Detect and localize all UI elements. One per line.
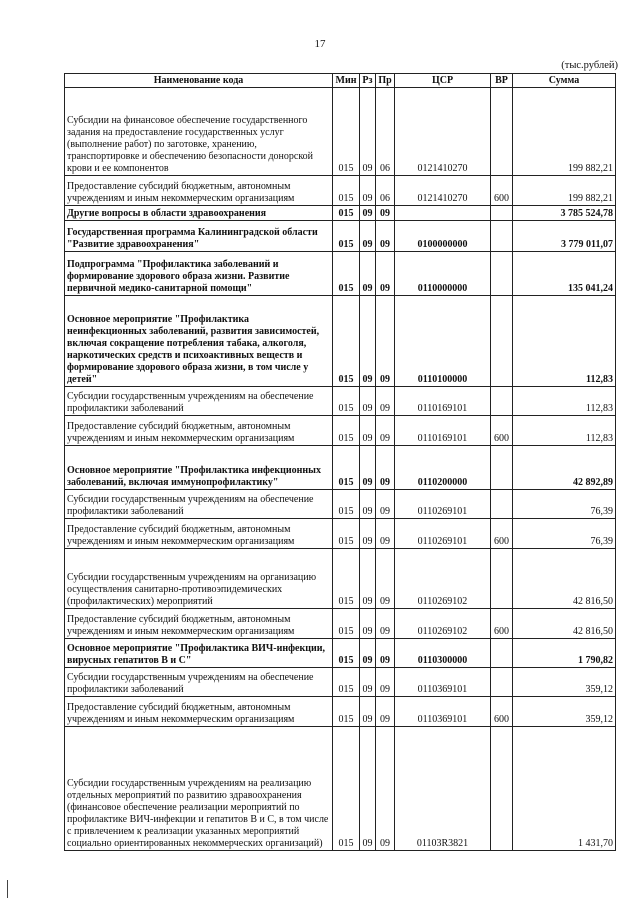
cell-vr xyxy=(491,446,513,490)
cell-rz: 09 xyxy=(360,519,376,549)
table-row xyxy=(65,490,616,519)
table-row xyxy=(65,519,616,549)
page-number: 17 xyxy=(314,38,326,50)
cell-sum: 112,83 xyxy=(513,387,616,416)
cell-pr: 06 xyxy=(376,88,395,176)
cell-min: 015 xyxy=(333,727,360,851)
table-body xyxy=(65,88,616,851)
header-vr: ВР xyxy=(491,74,513,88)
cell-rz: 09 xyxy=(360,252,376,296)
cell-sum: 3 779 011,07 xyxy=(513,221,616,252)
cell-sum: 1 431,70 xyxy=(513,727,616,851)
cell-csr: 0100000000 xyxy=(395,221,491,252)
table-row xyxy=(65,609,616,639)
cell-name: Основное мероприятие "Профилактика инфекционных заболеваний, включая иммунопрофилактику" xyxy=(65,446,333,490)
cell-csr: 0110100000 xyxy=(395,296,491,387)
cell-csr: 0110300000 xyxy=(395,639,491,668)
budget-table xyxy=(64,73,616,851)
cell-csr xyxy=(395,206,491,221)
cell-sum: 1 790,82 xyxy=(513,639,616,668)
table-row xyxy=(65,176,616,206)
cell-rz: 09 xyxy=(360,446,376,490)
cell-min: 015 xyxy=(333,609,360,639)
cell-sum: 199 882,21 xyxy=(513,176,616,206)
cell-min: 015 xyxy=(333,639,360,668)
cell-name: Предоставление субсидий бюджетным, автономным учреждениям и иным некоммерческим организациям xyxy=(65,416,333,446)
cell-vr xyxy=(491,668,513,697)
cell-csr: 0110269101 xyxy=(395,519,491,549)
cell-rz: 09 xyxy=(360,387,376,416)
cell-name: Подпрограмма "Профилактика заболеваний и формирование здорового образа жизни. Развитие первичной медико-санитарной помощи" xyxy=(65,252,333,296)
cell-sum: 112,83 xyxy=(513,416,616,446)
cell-vr: 600 xyxy=(491,519,513,549)
cell-min: 015 xyxy=(333,519,360,549)
cell-min: 015 xyxy=(333,549,360,609)
cell-name: Субсидии государственным учреждениям на организацию осуществления санитарно-противоэпидемических (профилактических) мероприятий xyxy=(65,549,333,609)
cell-pr: 09 xyxy=(376,387,395,416)
cell-name: Субсидии государственным учреждениям на реализацию отдельных мероприятий по развитию здравоохранения (финансовое обеспечение реализации мероприятий по профилактике ВИЧ-инфекции и гепатитов В и С, в том числе с привлечением к реализации указанных мероприятий социально ориентированных некоммерческих организаций) xyxy=(65,727,333,851)
table-row xyxy=(65,416,616,446)
cell-csr: 0110000000 xyxy=(395,252,491,296)
cell-csr: 0110269102 xyxy=(395,609,491,639)
cell-name: Предоставление субсидий бюджетным, автономным учреждениям и иным некоммерческим организациям xyxy=(65,609,333,639)
cell-pr: 09 xyxy=(376,296,395,387)
cell-sum: 76,39 xyxy=(513,519,616,549)
cell-vr xyxy=(491,252,513,296)
cell-sum: 42 892,89 xyxy=(513,446,616,490)
cell-sum: 76,39 xyxy=(513,490,616,519)
cell-min: 015 xyxy=(333,176,360,206)
cell-vr xyxy=(491,727,513,851)
cell-rz: 09 xyxy=(360,176,376,206)
table-row xyxy=(65,727,616,851)
cell-pr: 09 xyxy=(376,549,395,609)
cell-rz: 09 xyxy=(360,221,376,252)
cell-name: Субсидии на финансовое обеспечение государственного задания на предоставление государственных услуг (выполнение работ) по заготовке, хранению, транспортировке и обеспечению безопасности донорской крови и ее компонентов xyxy=(65,88,333,176)
cell-name: Субсидии государственным учреждениям на обеспечение профилактики заболеваний xyxy=(65,668,333,697)
cell-rz: 09 xyxy=(360,296,376,387)
cell-sum: 199 882,21 xyxy=(513,88,616,176)
cell-pr: 09 xyxy=(376,490,395,519)
cell-min: 015 xyxy=(333,88,360,176)
cell-csr: 0110369101 xyxy=(395,668,491,697)
cell-min: 015 xyxy=(333,221,360,252)
table-row xyxy=(65,296,616,387)
cell-pr: 06 xyxy=(376,176,395,206)
cell-name: Основное мероприятие "Профилактика ВИЧ-инфекции, вирусных гепатитов В и С" xyxy=(65,639,333,668)
cell-csr: 0110169101 xyxy=(395,387,491,416)
cell-sum: 42 816,50 xyxy=(513,609,616,639)
cell-vr xyxy=(491,221,513,252)
cell-min: 015 xyxy=(333,446,360,490)
cell-sum: 359,12 xyxy=(513,668,616,697)
cell-csr: 0110269101 xyxy=(395,490,491,519)
cell-pr: 09 xyxy=(376,639,395,668)
table-row xyxy=(65,387,616,416)
cell-rz: 09 xyxy=(360,88,376,176)
cell-csr: 0110269102 xyxy=(395,549,491,609)
header-csr: ЦСР xyxy=(395,74,491,88)
table-row xyxy=(65,206,616,221)
header-sum: Сумма xyxy=(513,74,616,88)
cell-rz: 09 xyxy=(360,609,376,639)
table-row xyxy=(65,639,616,668)
cell-vr xyxy=(491,296,513,387)
cell-rz: 09 xyxy=(360,206,376,221)
cell-min: 015 xyxy=(333,416,360,446)
cell-name: Государственная программа Калининградской области "Развитие здравоохранения" xyxy=(65,221,333,252)
cell-csr: 01103R3821 xyxy=(395,727,491,851)
cell-vr: 600 xyxy=(491,609,513,639)
cell-rz: 09 xyxy=(360,549,376,609)
header-min: Мин xyxy=(333,74,360,88)
cell-pr: 09 xyxy=(376,668,395,697)
cell-csr: 0121410270 xyxy=(395,88,491,176)
table-row xyxy=(65,668,616,697)
cell-vr: 600 xyxy=(491,697,513,727)
cell-name: Предоставление субсидий бюджетным, автономным учреждениям и иным некоммерческим организациям xyxy=(65,519,333,549)
cell-sum: 42 816,50 xyxy=(513,549,616,609)
cell-rz: 09 xyxy=(360,697,376,727)
table-row xyxy=(65,549,616,609)
cell-vr xyxy=(491,490,513,519)
cell-rz: 09 xyxy=(360,727,376,851)
units-label: (тыс.рублей) xyxy=(561,60,618,71)
cell-pr: 09 xyxy=(376,519,395,549)
cell-rz: 09 xyxy=(360,490,376,519)
cell-sum: 112,83 xyxy=(513,296,616,387)
table-header-row xyxy=(65,74,616,88)
table-row xyxy=(65,221,616,252)
cell-name: Другие вопросы в области здравоохранения xyxy=(65,206,333,221)
cell-sum: 135 041,24 xyxy=(513,252,616,296)
cell-name: Предоставление субсидий бюджетным, автономным учреждениям и иным некоммерческим организациям xyxy=(65,176,333,206)
cell-name: Основное мероприятие "Профилактика неинфекционных заболеваний, развития зависимостей, включая сокращение потребления табака, алкоголя, наркотических средств и психоактивных веществ и формирование здорового образа жизни, в том числе у детей" xyxy=(65,296,333,387)
cell-pr: 09 xyxy=(376,446,395,490)
cell-vr xyxy=(491,387,513,416)
margin-mark xyxy=(7,880,8,898)
cell-min: 015 xyxy=(333,387,360,416)
cell-rz: 09 xyxy=(360,639,376,668)
table-row xyxy=(65,446,616,490)
cell-vr: 600 xyxy=(491,416,513,446)
cell-csr: 0121410270 xyxy=(395,176,491,206)
cell-csr: 0110369101 xyxy=(395,697,491,727)
cell-min: 015 xyxy=(333,252,360,296)
cell-min: 015 xyxy=(333,697,360,727)
cell-sum: 359,12 xyxy=(513,697,616,727)
cell-pr: 09 xyxy=(376,252,395,296)
cell-csr: 0110169101 xyxy=(395,416,491,446)
cell-name: Предоставление субсидий бюджетным, автономным учреждениям и иным некоммерческим организациям xyxy=(65,697,333,727)
cell-min: 015 xyxy=(333,668,360,697)
cell-min: 015 xyxy=(333,206,360,221)
cell-pr: 09 xyxy=(376,416,395,446)
cell-pr: 09 xyxy=(376,697,395,727)
cell-rz: 09 xyxy=(360,668,376,697)
cell-name: Субсидии государственным учреждениям на обеспечение профилактики заболеваний xyxy=(65,490,333,519)
cell-min: 015 xyxy=(333,296,360,387)
cell-rz: 09 xyxy=(360,416,376,446)
table-row xyxy=(65,697,616,727)
cell-pr: 09 xyxy=(376,727,395,851)
cell-vr xyxy=(491,549,513,609)
cell-vr xyxy=(491,639,513,668)
table-row xyxy=(65,88,616,176)
header-rz: Рз xyxy=(360,74,376,88)
header-pr: Пр xyxy=(376,74,395,88)
cell-vr: 600 xyxy=(491,176,513,206)
table-row xyxy=(65,252,616,296)
cell-min: 015 xyxy=(333,490,360,519)
header-name: Наименование кода xyxy=(65,74,333,88)
cell-pr: 09 xyxy=(376,221,395,252)
cell-vr xyxy=(491,88,513,176)
cell-vr xyxy=(491,206,513,221)
cell-csr: 0110200000 xyxy=(395,446,491,490)
cell-name: Субсидии государственным учреждениям на обеспечение профилактики заболеваний xyxy=(65,387,333,416)
cell-sum: 3 785 524,78 xyxy=(513,206,616,221)
cell-pr: 09 xyxy=(376,609,395,639)
cell-pr: 09 xyxy=(376,206,395,221)
